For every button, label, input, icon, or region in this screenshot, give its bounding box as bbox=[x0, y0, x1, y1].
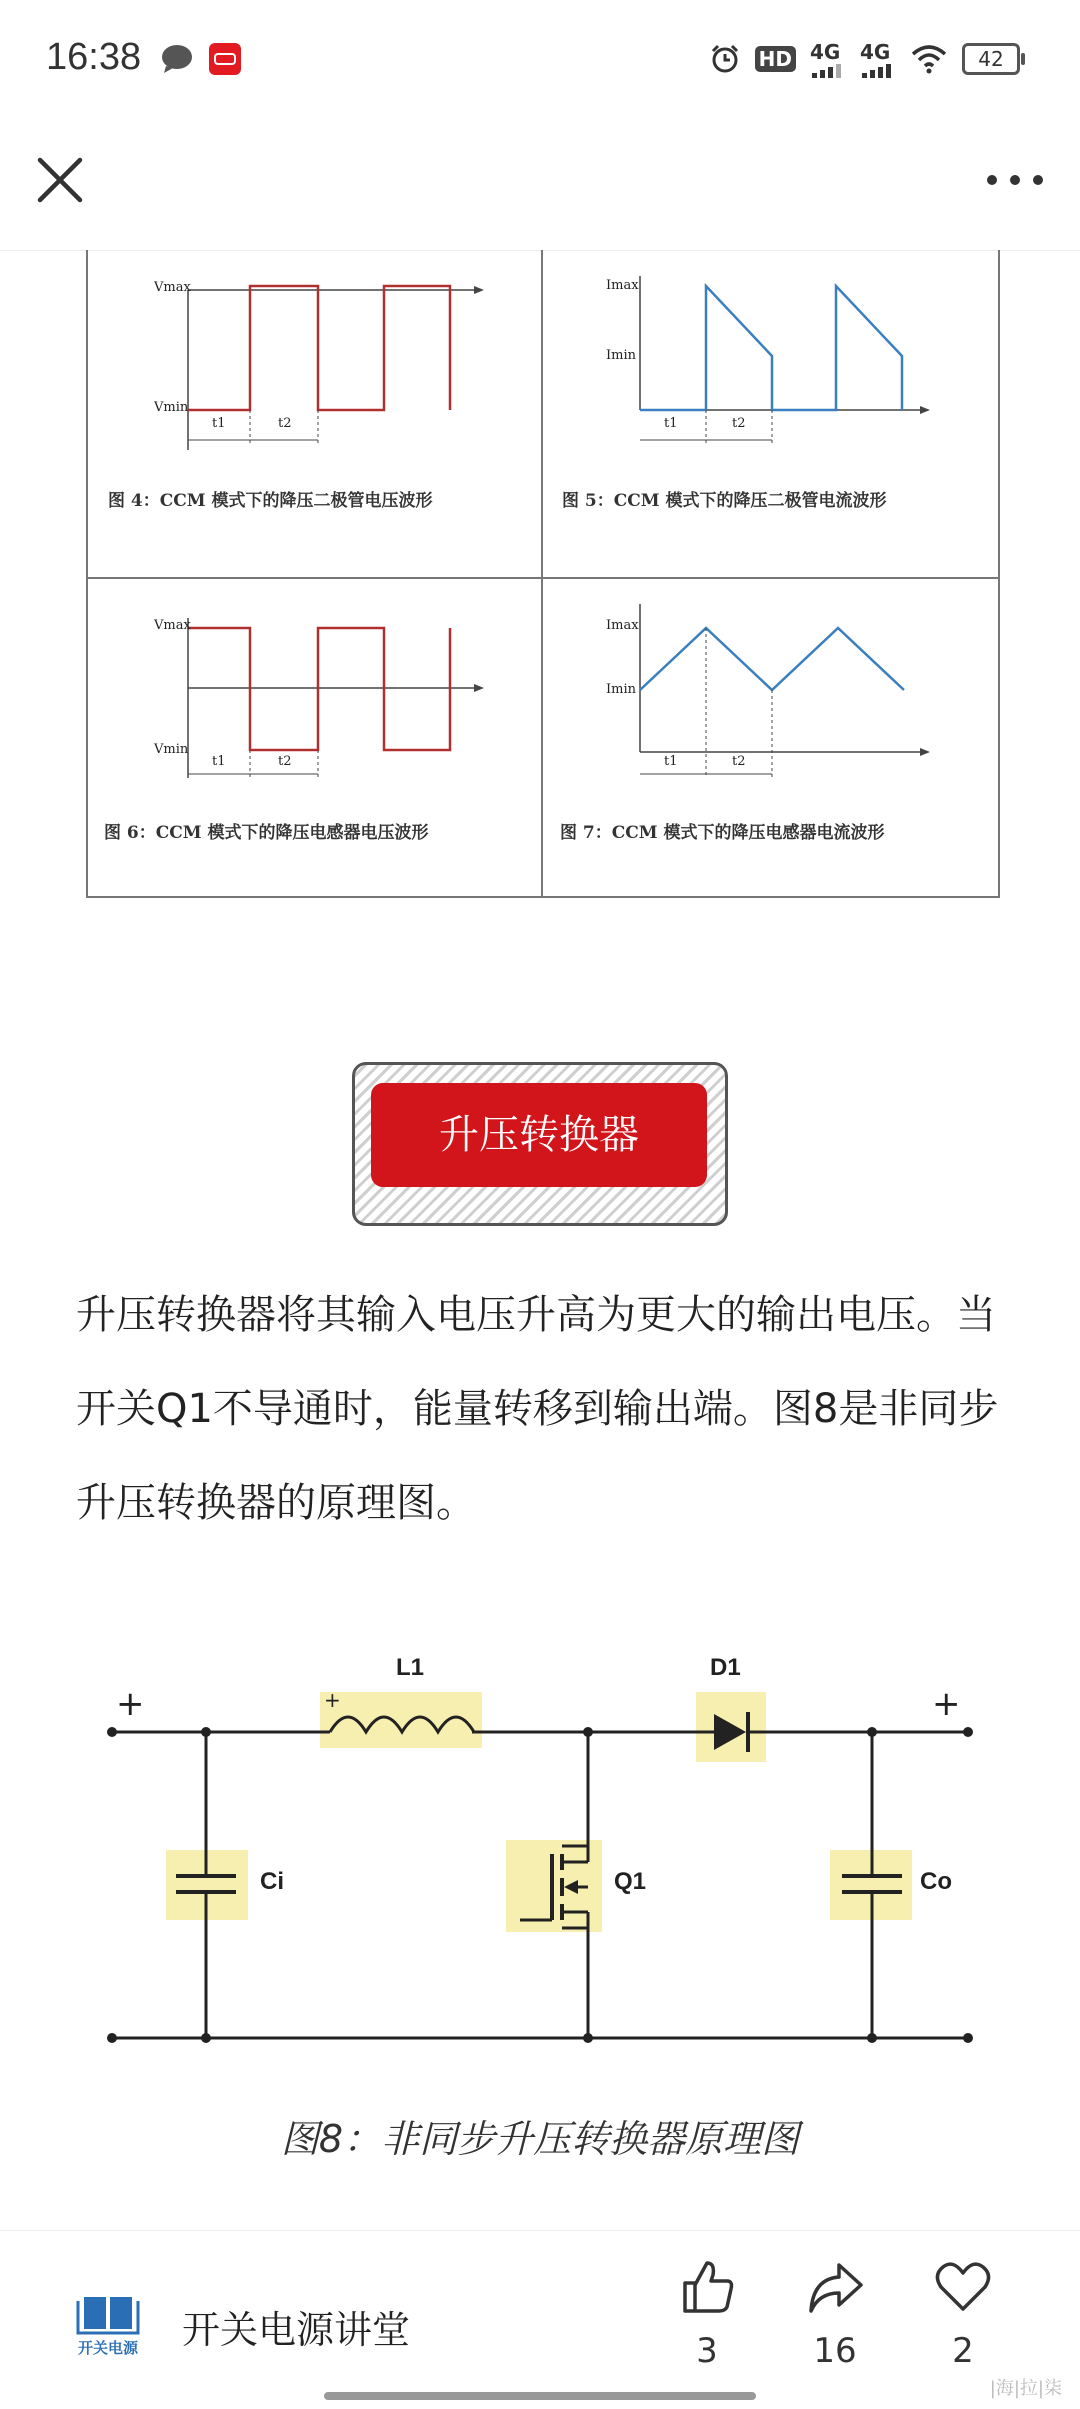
nav-bar bbox=[0, 120, 1080, 251]
sim1-network-label: 4G bbox=[810, 40, 841, 64]
close-icon bbox=[30, 150, 90, 210]
fig7-caption: 图 7：CCM 模式下的降压电感器电流波形 bbox=[560, 823, 885, 843]
bottom-action-bar bbox=[0, 2230, 1080, 2409]
label-plus-inductor: + bbox=[324, 1688, 341, 1712]
fig7-y-bottom-label: Imin bbox=[606, 682, 636, 697]
label-plus-in: + bbox=[116, 1684, 145, 1724]
watermark: |海|拉|柒 bbox=[989, 2378, 1062, 2399]
schematic-drawing bbox=[100, 1640, 980, 2070]
close-button[interactable] bbox=[30, 150, 90, 210]
hd-badge: HD bbox=[755, 46, 796, 72]
figure-6 bbox=[88, 578, 544, 898]
thumbs-up-icon bbox=[677, 2257, 737, 2317]
section-heading-frame bbox=[352, 1062, 728, 1226]
alarm-icon bbox=[709, 43, 741, 75]
fig7-y-top-label: Imax bbox=[606, 618, 639, 633]
fig5-t2-label: t2 bbox=[732, 416, 746, 431]
fig5-y-bottom-label: Imin bbox=[606, 348, 636, 363]
notification-icons bbox=[160, 42, 242, 76]
boost-converter-schematic bbox=[100, 1640, 980, 2070]
status-time: 16:38 bbox=[46, 36, 142, 78]
sim1-signal bbox=[810, 40, 846, 78]
figure-8-caption: 图8：非同步升压转换器原理图 bbox=[280, 2117, 800, 2161]
more-dots-icon bbox=[980, 160, 1050, 200]
account-logo[interactable] bbox=[70, 2291, 146, 2367]
share-count: 16 bbox=[813, 2331, 857, 2371]
fig4-t2-label: t2 bbox=[278, 416, 292, 431]
figure-5 bbox=[544, 250, 1000, 578]
fig7-t1-label: t1 bbox=[664, 754, 678, 769]
battery-indicator: 42 bbox=[962, 43, 1020, 75]
label-plus-out: + bbox=[932, 1684, 961, 1724]
figure-7 bbox=[544, 578, 1000, 898]
label-D1: D1 bbox=[710, 1654, 741, 1681]
fig5-y-top-label: Imax bbox=[606, 278, 639, 293]
more-options-button[interactable] bbox=[980, 160, 1050, 200]
account-name[interactable]: 开关电源讲堂 bbox=[182, 2308, 411, 2352]
status-bar bbox=[0, 0, 1080, 120]
signal-bars-icon bbox=[860, 64, 896, 78]
fig6-t2-label: t2 bbox=[278, 754, 292, 769]
waveform-figure bbox=[86, 250, 1000, 898]
fig5-t1-label: t1 bbox=[664, 416, 678, 431]
favorite-button[interactable] bbox=[918, 2257, 1008, 2371]
favorite-count: 2 bbox=[952, 2331, 974, 2371]
label-L1: L1 bbox=[396, 1654, 425, 1681]
fig4-y-bottom-label: Vmin bbox=[154, 400, 189, 415]
section-heading-button[interactable]: 升压转换器 bbox=[371, 1083, 707, 1187]
wifi-icon bbox=[910, 44, 948, 74]
fig6-y-bottom-label: Vmin bbox=[154, 742, 189, 757]
logo-text: 开关电源 bbox=[77, 2339, 138, 2357]
label-Ci: Ci bbox=[260, 1868, 284, 1895]
like-button[interactable] bbox=[662, 2257, 752, 2371]
sim2-signal bbox=[860, 40, 896, 78]
fig5-caption: 图 5：CCM 模式下的降压二极管电流波形 bbox=[562, 491, 887, 511]
figure-4 bbox=[88, 250, 544, 578]
like-count: 3 bbox=[696, 2331, 718, 2371]
fig5-waveform bbox=[544, 250, 1000, 578]
sim2-network-label: 4G bbox=[860, 40, 891, 64]
fig4-y-top-label: Vmax bbox=[154, 280, 191, 295]
status-right bbox=[709, 40, 1020, 78]
book-logo-icon bbox=[70, 2291, 146, 2335]
share-arrow-icon bbox=[805, 2257, 865, 2317]
fig6-y-top-label: Vmax bbox=[154, 618, 191, 633]
fig4-t1-label: t1 bbox=[212, 416, 226, 431]
label-Co: Co bbox=[920, 1868, 952, 1895]
home-indicator[interactable] bbox=[324, 2392, 756, 2400]
label-Q1: Q1 bbox=[614, 1868, 647, 1895]
heart-icon bbox=[933, 2257, 993, 2317]
message-icon bbox=[160, 44, 194, 74]
fig6-t1-label: t1 bbox=[212, 754, 226, 769]
fig7-t2-label: t2 bbox=[732, 754, 746, 769]
share-button[interactable] bbox=[790, 2257, 880, 2371]
app-notification-icon bbox=[208, 42, 242, 76]
article-paragraph: 升压转换器将其输入电压升高为更大的输出电压。当开关Q1不导通时，能量转移到输出端。图8是非同步升压转换器的原理图。 bbox=[76, 1292, 999, 1526]
fig4-caption: 图 4：CCM 模式下的降压二极管电压波形 bbox=[108, 491, 433, 511]
fig6-caption: 图 6：CCM 模式下的降压电感器电压波形 bbox=[104, 823, 429, 843]
signal-bars-icon bbox=[810, 64, 846, 78]
